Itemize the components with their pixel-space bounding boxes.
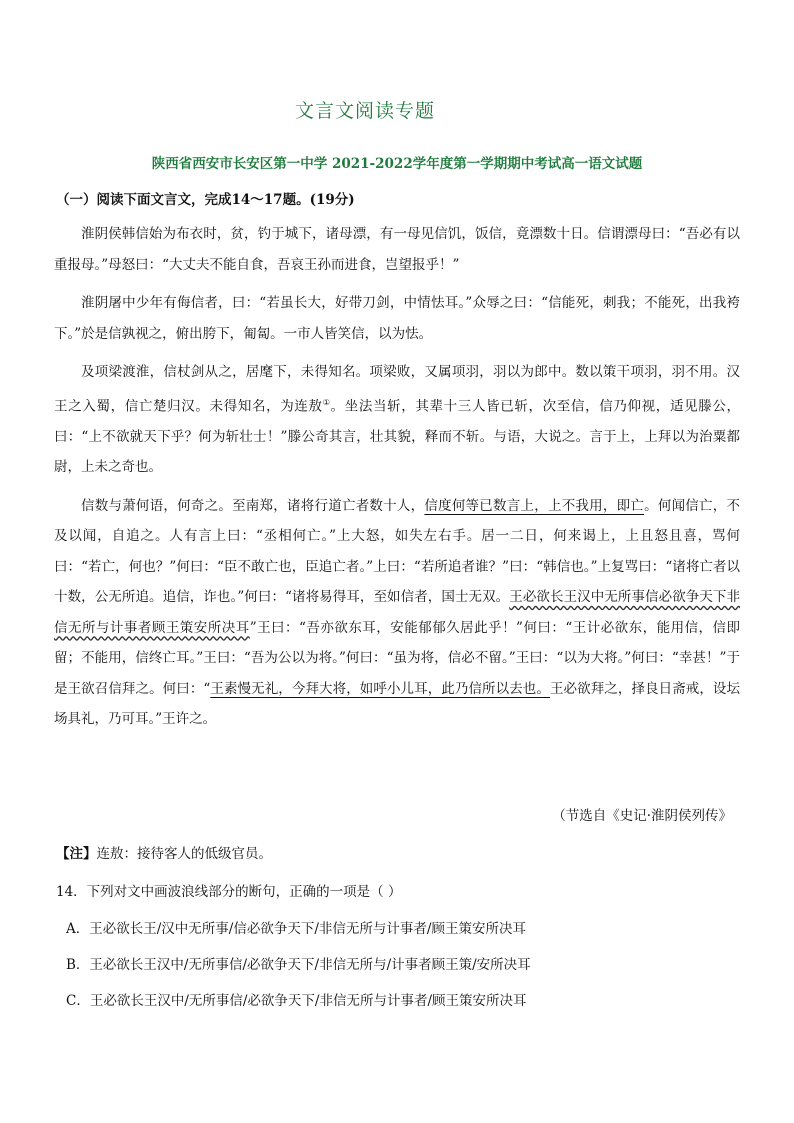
option-a[interactable]: A．王必欲长王/汉中无所事/信必欲争天下/非信无所与计事者/顾王策安所决耳 — [66, 921, 526, 937]
passage-paragraph-1: 淮阴侯韩信始为布衣时，贫，钓于城下，诸母漂，有一母见信饥，饭信，竟漂数十日。信谓漂母曰：“吾必有以重报母。”母怒曰：“大丈夫不能自食，吾哀王孙而进食，岂望报乎！” — [54, 226, 740, 273]
footnote-marker: ① — [322, 397, 331, 407]
underlined-sentence-1: 信度何等已数言上，上不我用，即亡 — [424, 497, 645, 514]
passage-text: 。坐法当斩，其辈十三人皆已斩，次至信，信乃仰视，适见滕公，曰：“上不欲就天下乎？何为斩壮士！”滕公奇其言，壮其貌，释而不斩。与语，大说之。言于上，上拜以为治粟都尉，上未之奇也。 — [54, 398, 741, 475]
exam-subtitle: 陕西省西安市长安区第一中学 2021-2022学年度第一学期期中考试高一语文试题 — [151, 156, 643, 172]
note-text: 连敖：接待客人的低级官员。 — [96, 846, 272, 862]
question-stem: 14．下列对文中画波浪线部分的断句，正确的一项是（ ） — [56, 884, 402, 900]
passage-text: ”王曰：“吾亦欲东耳，安能郁郁久居此乎！”何曰：“王计必欲东，能用信，信即留；不能用，信终亡耳。”王曰：“吾为公以为将。”何曰：“虽为将，信必不留。”王曰：“以为大将。”何曰：“幸甚！”于是王欲召信拜之。何曰：“ — [54, 619, 741, 697]
passage — [54, 219, 740, 743]
passage-text: 及项梁渡淮，信杖剑从之，居麾下，未得知名。项梁败，又属项羽，羽以为郎中。数以策干项羽，羽不用。汉王之入蜀，信亡楚归汉。未得知名，为连敖 — [54, 364, 740, 414]
footnote — [56, 842, 272, 862]
passage-text: 信数与萧何语，何奇之。至南郑，诸将行道亡者数十人， — [81, 497, 425, 514]
option-b[interactable]: B．王必欲长王汉中/无所事信/必欲争天下/非信无所与/计事者顾王策/安所决耳 — [66, 957, 531, 973]
note-label: 【注】 — [56, 846, 97, 862]
section-heading: （一）阅读下面文言文，完成14～17题。(19分) — [56, 192, 355, 208]
passage-paragraph-3 — [54, 357, 740, 483]
passage-text: 。何闻信亡，不及以闻，自追之。人有言上曰：“丞相何亡。”上大怒，如失左右手。居一二日，何来谒上，上且怒且喜，骂何曰：“若亡，何也？”何曰：“臣不敢亡也，臣追亡者。”上曰：“若所追者谁？”曰：“韩信也。”上复骂曰：“诸将亡者以十数，公无所追。追信，诈也。”何曰：“诸将易得耳，至如信者，国士无双。 — [54, 497, 741, 605]
passage-paragraph-2: 淮阴屠中少年有侮信者，曰：“若虽长大，好带刀剑，中情怯耳。”众辱之曰：“信能死，刺我；不能死，出我袴下。”於是信孰视之，俯出胯下，匍匐。一市人皆笑信，以为怯。 — [54, 295, 740, 342]
page-title: 文言文阅读专题 — [294, 100, 435, 122]
option-c[interactable]: C．王必欲长王汉中/无所事信/必欲争天下/非信无所与计事者/顾王策安所决耳 — [66, 993, 527, 1009]
wavy-underlined-sentence: 王必欲长王汉中无所事信必欲争天下非信无所与计事者顾王策安所决耳 — [54, 589, 741, 636]
underlined-sentence-2: 王素慢无礼，今拜大将，如呼小儿耳，此乃信所以去也。 — [210, 680, 550, 697]
passage-text: 王必欲拜之，择良日斋戒，设坛场具礼，乃可耳。”王许之。 — [54, 680, 741, 727]
passage-paragraph-4 — [54, 491, 740, 735]
source-citation: （节选自《史记·淮阴侯列传》 — [552, 808, 732, 824]
